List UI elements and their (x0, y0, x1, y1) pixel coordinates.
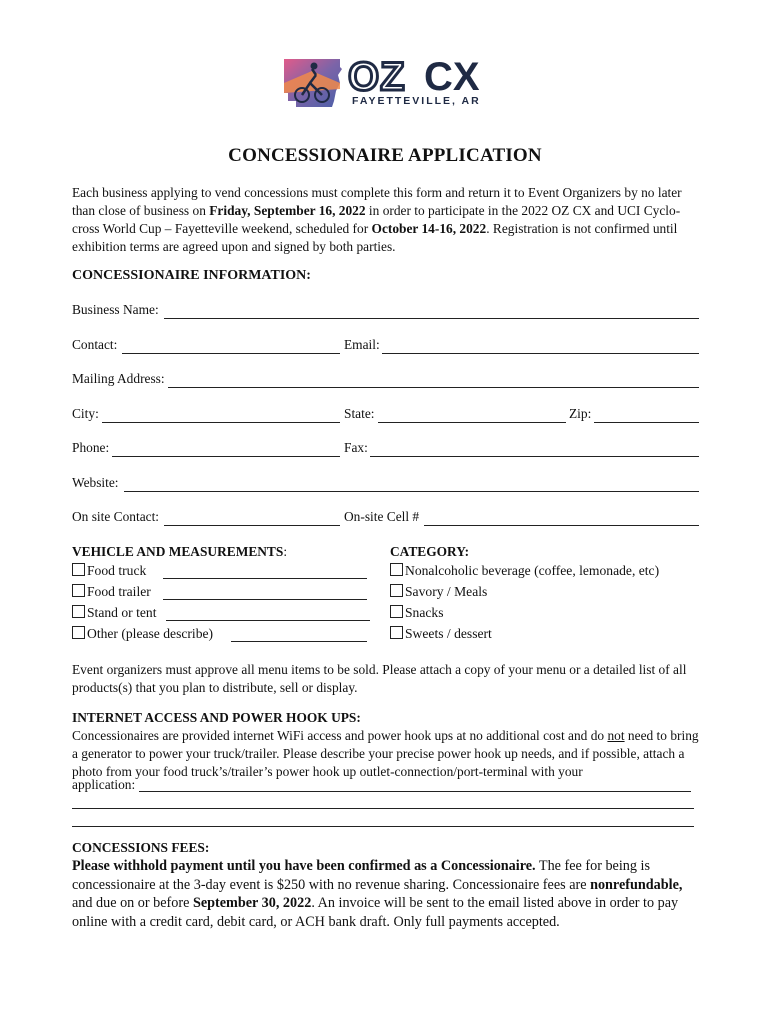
intro-text-1: Each business applying to vend concessions must complete this form and return it to Event Organizers by no later than close of business on (72, 185, 682, 218)
stand-tent-measurement-field[interactable] (166, 620, 370, 621)
fees-text-1: The fee for being is concessionaire at the 3-day event is $250 with no revenue sharing. Concessionaire fees are (72, 858, 650, 893)
food-trailer-measurement-field[interactable] (163, 599, 367, 600)
state-label: State: (344, 406, 375, 421)
power-needs-line-2[interactable] (72, 808, 694, 809)
logo-location: FAYETTEVILLE, AR (352, 95, 481, 107)
zip-label: Zip: (569, 406, 592, 421)
internet-not-emphasis: not (607, 728, 625, 743)
state-field[interactable] (378, 422, 566, 423)
fees-text-2: and due on or before (72, 895, 193, 911)
city-label: City: (72, 406, 99, 421)
arkansas-cyclist-icon (282, 57, 344, 109)
vehicle-option-food-truck[interactable] (72, 563, 146, 579)
category-option-label: Savory / Meals (405, 584, 488, 599)
info-heading: CONCESSIONAIRE INFORMATION: (72, 268, 311, 283)
food-truck-measurement-field[interactable] (163, 578, 367, 579)
internet-heading: INTERNET ACCESS AND POWER HOOK UPS: (72, 710, 361, 725)
power-needs-line-1[interactable] (139, 791, 691, 792)
category-option-snacks[interactable] (390, 605, 444, 621)
onsite-cell-field[interactable] (424, 525, 699, 526)
zip-field[interactable] (594, 422, 699, 423)
category-option-beverage[interactable] (390, 563, 659, 579)
power-needs-line-3[interactable] (72, 826, 694, 827)
checkbox-icon[interactable] (390, 626, 403, 639)
vehicle-option-label: Food truck (87, 563, 147, 578)
city-field[interactable] (102, 422, 340, 423)
fees-nonrefundable: nonrefundable, (590, 876, 683, 893)
internet-text-2: need to bring a generator to power your truck/trailer. Please describe your precise power hook up needs, and if possible, attach a photo from your food truck’s/trailer’s power hook up outlet-connection/port-terminal with your (72, 728, 699, 779)
category-option-label: Nonalcoholic beverage (coffee, lemonade, etc) (405, 563, 660, 578)
category-heading: CATEGORY: (390, 544, 470, 559)
fax-field[interactable] (370, 456, 699, 457)
checkbox-icon[interactable] (390, 584, 403, 597)
logo-text-cx: CX (424, 55, 480, 99)
intro-paragraph (72, 184, 700, 256)
website-field[interactable] (124, 491, 699, 492)
category-option-savory[interactable] (390, 584, 487, 600)
fees-withhold-notice: Please withhold payment until you have been confirmed as a Concessionaire. (72, 858, 536, 874)
vehicle-option-label: Food trailer (87, 584, 151, 599)
intro-event-dates: October 14-16, 2022 (371, 221, 487, 236)
vehicle-option-food-trailer[interactable] (72, 584, 151, 600)
checkbox-icon[interactable] (72, 605, 85, 618)
vehicle-heading (72, 544, 287, 560)
intro-text-3: . Registration is not confirmed until exhibition terms are agreed upon and signed by both parties. (72, 221, 678, 254)
email-label: Email: (344, 337, 380, 352)
vehicle-heading-colon: : (283, 544, 288, 559)
mailing-address-label: Mailing Address: (72, 371, 165, 386)
onsite-cell-label: On-site Cell # (344, 509, 420, 524)
checkbox-icon[interactable] (72, 584, 85, 597)
menu-note: Event organizers must approve all menu items to be sold. Please attach a copy of your menu or a detailed list of all products(s) that you plan to distribute, sell or display. (72, 662, 687, 695)
vehicle-option-label: Other (please describe) (87, 626, 214, 641)
fees-heading: CONCESSIONS FEES: (72, 840, 210, 855)
email-field[interactable] (382, 353, 699, 354)
onsite-contact-field[interactable] (164, 525, 340, 526)
category-option-label: Snacks (405, 605, 444, 620)
internet-paragraph (72, 727, 700, 781)
website-label: Website: (72, 475, 119, 490)
contact-label: Contact: (72, 337, 118, 352)
application-label: application: (72, 777, 136, 792)
contact-field[interactable] (122, 353, 340, 354)
checkbox-icon[interactable] (72, 626, 85, 639)
onsite-contact-label: On site Contact: (72, 509, 160, 524)
page-title: CONCESSIONAIRE APPLICATION (228, 145, 542, 166)
vehicle-option-other[interactable] (72, 626, 213, 642)
business-name-label: Business Name: (72, 302, 159, 317)
business-name-field[interactable] (164, 318, 699, 319)
internet-text-1: Concessionaires are provided internet WiFi access and power hook ups at no additional cost and do (72, 728, 608, 743)
phone-field[interactable] (112, 456, 340, 457)
vehicle-heading-text: VEHICLE AND MEASUREMENTS (72, 544, 284, 559)
category-option-label: Sweets / dessert (405, 626, 492, 641)
checkbox-icon[interactable] (72, 563, 85, 576)
fees-text-3: . An invoice will be sent to the email listed above in order to pay online with a credit card, debit card, or ACH bank draft. Only full payments accepted. (72, 895, 679, 930)
intro-text-2: in order to participate in the 2022 OZ CX and UCI Cyclo-cross World Cup – Fayetteville weekend, scheduled for (72, 203, 681, 236)
fees-paragraph (72, 857, 700, 931)
fees-due-date: September 30, 2022 (192, 895, 312, 911)
fax-label: Fax: (344, 440, 368, 455)
other-description-field[interactable] (231, 641, 367, 642)
mailing-address-field[interactable] (168, 387, 699, 388)
category-option-sweets[interactable] (390, 626, 492, 642)
vehicle-option-label: Stand or tent (87, 605, 157, 620)
ozcx-logo (282, 55, 492, 115)
checkbox-icon[interactable] (390, 563, 403, 576)
vehicle-option-stand-tent[interactable] (72, 605, 156, 621)
phone-label: Phone: (72, 440, 110, 455)
checkbox-icon[interactable] (390, 605, 403, 618)
intro-deadline: Friday, September 16, 2022 (209, 203, 366, 218)
logo-text-oz: OZ (348, 55, 406, 99)
